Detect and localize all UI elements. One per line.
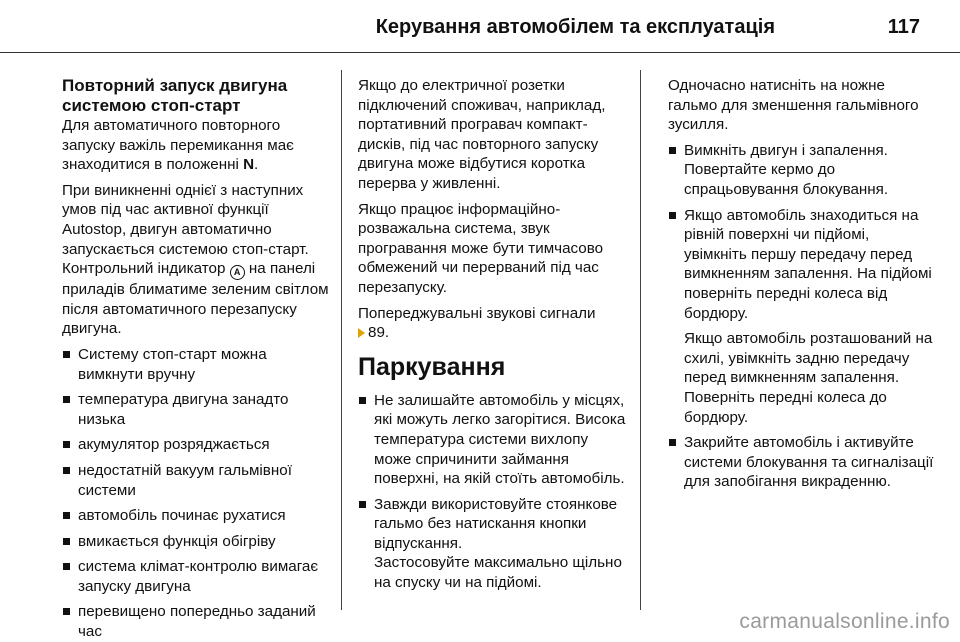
section-heading: Повторний запуск двигуна системою стоп-старт [62,76,288,115]
list-item: система клімат-контролю вимагає запуску двигуна [62,557,330,596]
column-2 [358,76,626,599]
page-reference-link[interactable]: 89. [358,324,389,341]
bullet-icon [63,538,70,545]
column-divider [640,70,641,610]
list-item: Завжди використовуйте стоянкове гальмо без натискання кнопки відпускання. [358,495,626,554]
reference-arrow-icon [358,328,365,338]
paragraph: Якщо до електричної розетки підключений споживач, наприклад, портативний програвач компакт-дисків, під час повторного запуску двигуна може відбутися коротка перерва у живленні. [358,77,606,192]
gear-position: N [243,156,255,174]
bullet-icon [63,563,70,570]
parking-list-end [668,433,936,492]
bullet-icon [669,212,676,219]
bullet-icon [63,441,70,448]
list-item: Якщо автомобіль знаходиться на рівній поверхні чи підйомі, увімкніть першу передачу перед вимкненням запалення. На підйомі поверніть передні колеса від бордюру. [668,206,936,324]
list-item-continuation: Застосовуйте максимально щільно на спуску чи на підйомі. [374,554,622,592]
watermark: carmanualsonline.info [739,610,950,633]
list-item: Вимкніть двигун і запалення. Повертайте кермо до спрацьовування блокування. [668,141,936,200]
chapter-title: Керування автомобілем та експлуатація [375,16,775,38]
list-item-continuation: Якщо автомобіль розташований на схилі, увімкніть задню передачу перед вимкненням запалення. Поверніть передні колеса до бордюру. [684,330,933,426]
bullet-icon [669,439,676,446]
list-item: Закрийте автомобіль і активуйте системи блокування та сигналізації для запобігання викраденню. [668,433,936,492]
bullet-icon [63,512,70,519]
parking-list-continued [668,141,936,323]
condition-list [62,345,330,642]
page-number: 117 [887,16,920,38]
paragraph: Одночасно натисніть на ножне гальмо для зменшення гальмівного зусилля. [668,77,919,134]
list-item: Не залишайте автомобіль у місцях, які можуть легко загорітися. Висока температура системи вихлопу може спричинити займання поверхні, на якій стоїть автомобіль. [358,391,626,489]
paragraph: Попереджувальні звукові сигнали 89. [358,304,596,342]
bullet-icon [359,397,366,404]
column-1 [62,76,330,642]
bullet-icon [669,147,676,154]
section-heading: Паркування [358,352,506,381]
paragraph: При виникненні однієї з наступних умов під час активної функції Autostop, двигун автоматично запускається системою стоп-старт. Контрольний індикатор A на панелі приладів блиматиме зеленим світлом після автоматичного перезапуску двигуна. [62,181,329,338]
parking-list [358,391,626,554]
paragraph: Якщо працює інформаційно-розважальна система, звук програвання може бути тимчасово обмежений чи перерваний під час перезапуску. [358,200,604,296]
paragraph: Для автоматичного повторного запуску важіль перемикання має знаходитися в положенні N. [62,117,294,174]
column-divider [341,70,342,610]
list-item: акумулятор розряджається [62,435,330,455]
list-item: недостатній вакуум гальмівної системи [62,461,330,500]
list-item: Систему стоп-старт можна вимкнути вручну [62,345,330,384]
bullet-icon [359,501,366,508]
list-item: автомобіль починає рухатися [62,506,330,526]
bullet-icon [63,351,70,358]
list-item: вмикається функція обігріву [62,532,330,552]
list-item: температура двигуна занадто низька [62,390,330,429]
column-3 [668,76,936,498]
autostop-indicator-icon: A [230,265,245,280]
bullet-icon [63,467,70,474]
bullet-icon [63,396,70,403]
bullet-icon [63,608,70,615]
list-item: перевищено попередньо заданий час [62,602,330,641]
header-divider [0,52,960,53]
